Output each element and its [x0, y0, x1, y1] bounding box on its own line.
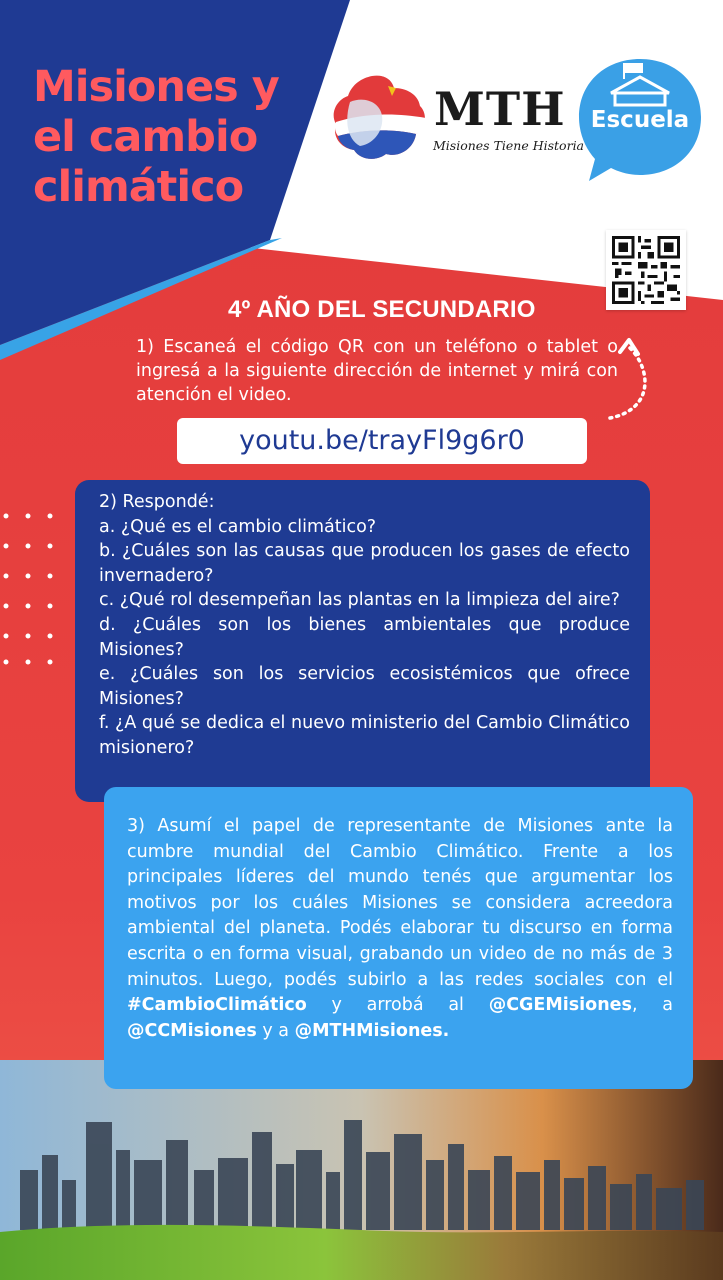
step-2-questions [75, 480, 650, 802]
video-url[interactable]: youtu.be/trayFl9g6r0 [239, 425, 525, 456]
dotted-arrow-icon [600, 332, 660, 427]
city-landscape-image [0, 1060, 723, 1280]
mth-tagline: Misiones Tiene Historia [433, 138, 585, 153]
page-title: Misiones y el cambio climático [33, 62, 279, 212]
step-1-instructions: 1) Escaneá el código QR con un teléfono o tablet o ingresá a la siguiente dirección de internet y mirá con atención el video. [136, 337, 618, 405]
step-3-text: 3) Asumí el papel de representante de Misiones ante la cumbre mundial del Cambio Climático. Frente a los principales líderes del mundo tenés que argumentar los motivos por los cuáles Misiones se considera acreedora ambiental del planeta. Podés elaborar tu discurso en forma escrita o en forma visual, grabando un video de no más de 3 minutos. Luego, podés subirlo a las redes sociales con el [127, 816, 673, 990]
city-skyline-illustration [0, 1060, 723, 1280]
question-e: e. ¿Cuáles son los servicios ecosistémicos que ofrece Misiones? [99, 664, 630, 709]
mth-logo-text: MTH [434, 82, 566, 136]
escuela-badge-label: Escuela [590, 107, 690, 133]
question-b: b. ¿Cuáles son las causas que producen los gases de efecto invernadero? [99, 541, 630, 586]
hashtag-cambio-climatico[interactable]: #CambioClimático [127, 995, 307, 1016]
grade-heading: 4º AÑO DEL SECUNDARIO [228, 296, 536, 323]
handle-cge-misiones[interactable]: @CGEMisiones [488, 995, 632, 1016]
step-3-connector-3: y a [262, 1020, 290, 1041]
step-3-connector-1: y arrobá al [331, 995, 464, 1016]
decorative-dot-grid [0, 510, 72, 670]
step-3-assignment [104, 787, 693, 1089]
qr-code-icon [612, 236, 680, 304]
question-d: d. ¿Cuáles son los bienes ambientales que produce Misiones? [99, 614, 630, 660]
question-f: f. ¿A qué se dedica el nuevo ministerio del Cambio Climático misionero? [99, 713, 630, 758]
qr-code[interactable] [606, 230, 686, 310]
step-2-heading: 2) Respondé: [99, 492, 215, 512]
handle-mth-misiones[interactable]: @MTHMisiones. [294, 1020, 450, 1041]
question-c: c. ¿Qué rol desempeñan las plantas en la limpieza del aire? [99, 590, 620, 611]
misiones-map-logo-icon [330, 72, 430, 164]
handle-cc-misiones[interactable]: @CCMisiones [127, 1020, 257, 1041]
video-url-box[interactable] [177, 418, 587, 464]
step-3-connector-2: , a [631, 995, 673, 1016]
question-a: a. ¿Qué es el cambio climático? [99, 516, 377, 537]
